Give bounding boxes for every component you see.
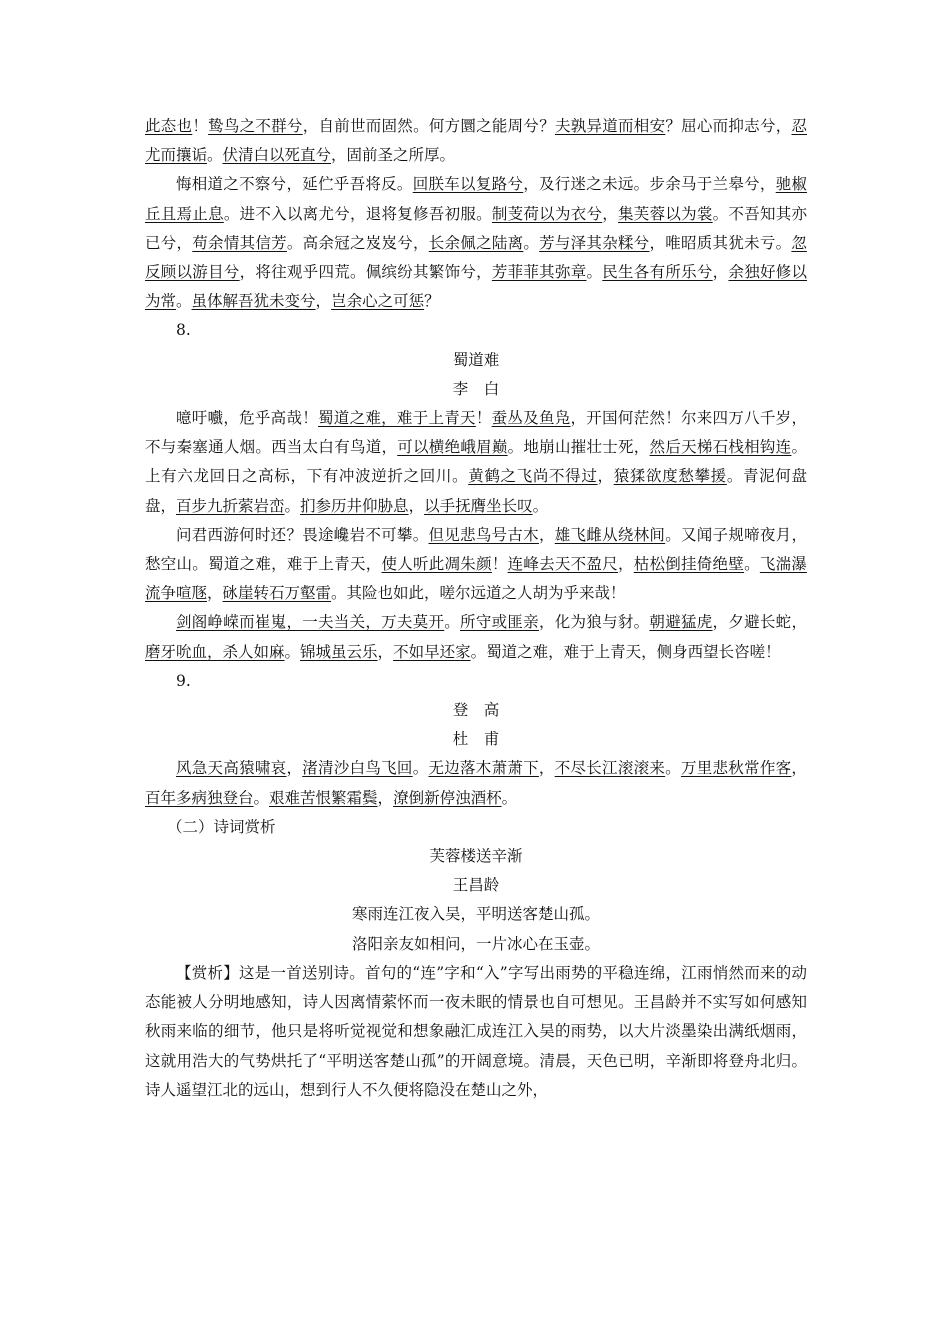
text-run: 噫吁嚱，危乎高哉！ — [176, 409, 319, 428]
lisao-paragraph-1 — [145, 112, 807, 170]
underlined-phrase: 伏清白以死直兮 — [222, 146, 332, 165]
underlined-phrase: 长余佩之陆离 — [428, 233, 524, 252]
underlined-phrase: 潦倒新停浊酒杯 — [393, 788, 502, 807]
underlined-phrase: 回朕车以复路兮 — [412, 175, 524, 194]
underlined-phrase: 以手抚膺坐长叹 — [424, 496, 533, 515]
underlined-phrase: 连峰去天不盈尺 — [507, 555, 618, 574]
text-run: ， — [712, 263, 729, 282]
text-run: 问君西游何时还？畏途巉岩不可攀。 — [176, 525, 429, 544]
underlined-phrase: 万里悲秋常作客 — [680, 759, 792, 778]
poem-title-denggao: 登 高 — [452, 701, 500, 720]
underlined-phrase: 飞湍瀑流争喧豗 — [145, 555, 807, 603]
lisao-paragraph-2 — [145, 170, 807, 316]
text-run: ， — [315, 292, 332, 311]
text-run: 。上有六龙回日之高标，下有冲波逆折之回川。 — [145, 438, 807, 486]
text-run: ？ — [424, 292, 440, 311]
text-run: 。 — [284, 496, 301, 515]
text-run: 。又闻子规啼夜月，愁空山。蜀道之难，难于上青天， — [145, 525, 807, 574]
shudaonan-paragraph-2 — [145, 521, 807, 609]
underlined-phrase: 朝避猛虎 — [649, 613, 713, 632]
underlined-phrase: 此态也 — [145, 117, 193, 135]
text-run: ， — [377, 642, 394, 661]
text-run: 。 — [501, 788, 518, 807]
underlined-phrase: 无边落木萧萧下 — [428, 759, 539, 778]
poem-line-2: 洛阳亲友如相问，一片冰心在玉壶。 — [351, 934, 600, 953]
text-run: 悔相道之不察兮，延伫乎吾将反。 — [176, 175, 413, 194]
poem-line-1: 寒雨连江夜入吴，平明送客楚山孤。 — [351, 905, 600, 924]
text-run: ，化为狼与豺。 — [538, 613, 650, 632]
text-run: ， — [286, 759, 303, 778]
text-run: 。 — [207, 146, 223, 165]
underlined-phrase: 然后天梯石栈相钩连 — [649, 438, 792, 457]
underlined-phrase: 忽反顾以游目兮 — [145, 233, 807, 282]
underlined-phrase: 余独好修以为常 — [145, 263, 807, 311]
poem-title-shudaonan: 蜀道难 — [452, 350, 500, 369]
text-run: ？屈心而抑志兮， — [665, 117, 792, 135]
underlined-phrase: 岂余心之可惩 — [331, 292, 425, 311]
text-run: ，开国何茫然！尔来四万八千岁，不与秦塞通人烟。西当太白有鸟道， — [145, 409, 807, 457]
underlined-phrase: 剑阁峥嵘而崔嵬，一夫当关，万夫莫开 — [176, 613, 445, 632]
underlined-phrase: 民生各有所乐兮 — [602, 263, 713, 282]
analysis-text: 这是一首送别诗。首句的“连”字和“入”字写出雨势的平稳连绵，江雨悄然而来的动态能被人分明地感知，诗人因离情萦怀而一夜未眠的情景也自可想见。王昌龄并不实写如何感知秋雨来临的细节，他只是将听觉视觉和想象融汇成连江入吴的雨势，以大片淡墨染出满纸烟雨，这就用浩大的气势烘托了“平明送客楚山孤”的开阔意境。清晨，天色已明，辛渐即将登舟北归。诗人遥望江北的远山，想到行人不久便将隐没在楚山之外， — [145, 963, 807, 1099]
analysis-paragraph — [145, 959, 807, 1105]
text-run: ！ — [475, 409, 492, 428]
text-run: ，夕避长蛇， — [712, 613, 807, 632]
underlined-phrase: 芳与泽其杂糅兮 — [539, 233, 650, 252]
underlined-phrase: 忍尤而攘诟 — [145, 117, 807, 165]
text-run: ！ — [192, 117, 209, 135]
text-run: 。蜀道之难，难于上青天，侧身西望长咨嗟！ — [470, 642, 781, 661]
underlined-phrase: 但见悲鸟号古木 — [428, 525, 539, 544]
underlined-phrase: 扪参历井仰胁息 — [300, 496, 409, 515]
poem-author-dufu: 杜 甫 — [452, 730, 500, 749]
underlined-phrase: 使人听此凋朱颜 — [381, 555, 492, 574]
text-run: ， — [207, 584, 223, 603]
underlined-phrase: 可以横绝峨眉巅 — [397, 438, 508, 457]
text-run: ， — [597, 467, 614, 486]
text-run: 。 — [176, 292, 192, 311]
underlined-phrase: 磨牙吮血，杀人如麻 — [145, 642, 285, 661]
underlined-phrase: 芳菲菲其弥章 — [491, 263, 587, 282]
poem-author-libai: 李 白 — [452, 379, 500, 398]
text-run: 。 — [284, 642, 301, 661]
underlined-phrase: 集芙蓉以为裳 — [618, 204, 713, 223]
text-run: ，及行迷之未远。步余马于兰皋兮， — [523, 175, 776, 194]
underlined-phrase: 风急天高猿啸哀 — [176, 759, 287, 778]
underlined-phrase: 不尽长江滚滚来 — [554, 759, 666, 778]
section-heading-appreciation: （二）诗词赏析 — [167, 817, 276, 836]
underlined-phrase: 猿猱欲度愁攀援 — [613, 467, 727, 486]
section-number-8: 8. — [176, 321, 191, 340]
text-run: 。 — [586, 263, 603, 282]
underlined-phrase: 百步九折萦岩峦 — [176, 496, 285, 515]
text-run: ， — [377, 788, 394, 807]
text-run: 。不吾知其亦已兮， — [145, 204, 807, 252]
text-run: 。 — [444, 613, 461, 632]
text-run: 。进不入以离尤兮，退将复修吾初服。 — [223, 204, 492, 223]
underlined-phrase: 渚清沙白鸟飞回 — [302, 759, 413, 778]
text-run: ， — [791, 759, 807, 778]
underlined-phrase: 鸷鸟之不群兮 — [208, 117, 303, 135]
poem-title-furonglou: 芙蓉楼送辛渐 — [429, 847, 523, 866]
document-page — [145, 112, 807, 1105]
text-run: ，将往观乎四荒。佩缤纷其繁饰兮， — [239, 263, 492, 282]
text-run: ， — [602, 204, 619, 223]
underlined-phrase: 苟余情其信芳 — [192, 233, 287, 252]
shudaonan-paragraph-1 — [145, 404, 807, 521]
text-run: 。地崩山摧壮士死， — [507, 438, 650, 457]
text-run: 。 — [665, 759, 681, 778]
underlined-phrase: 所守或匪亲 — [460, 613, 539, 632]
text-run: ，固前圣之所厚。 — [331, 146, 456, 165]
underlined-phrase: 砯崖转石万壑雷 — [222, 584, 332, 603]
underlined-phrase: 百年多病独登台 — [145, 788, 254, 807]
text-run: 。 — [532, 496, 549, 515]
underlined-phrase: 枯松倒挂倚绝壁 — [633, 555, 745, 574]
underlined-phrase: 夫孰异道而相安 — [554, 117, 666, 135]
text-run: ，自前世而固然。何方圜之能周兮？ — [302, 117, 555, 135]
underlined-phrase: 不如早还家 — [393, 642, 471, 661]
underlined-phrase: 雄飞雌从绕林间 — [554, 525, 666, 544]
underlined-phrase: 蜀道之难，难于上青天 — [318, 409, 476, 428]
shudaonan-paragraph-3 — [145, 608, 807, 666]
underlined-phrase: 艰难苦恨繁霜鬓 — [269, 788, 378, 807]
text-run: 。 — [523, 233, 540, 252]
poem-author-wangchangling: 王昌龄 — [452, 876, 500, 895]
text-run: ， — [408, 496, 425, 515]
text-run: 。青泥何盘盘， — [145, 467, 807, 515]
text-run: ， — [617, 555, 634, 574]
underlined-phrase: 驰椒丘且焉止息 — [145, 175, 807, 223]
text-run: ！ — [491, 555, 508, 574]
underlined-phrase: 虽体解吾犹未变兮 — [191, 292, 316, 311]
section-number-9: 9. — [176, 671, 191, 690]
text-run: 。 — [253, 788, 270, 807]
text-run: ， — [538, 525, 555, 544]
denggao-paragraph — [145, 754, 807, 812]
text-run: 。 — [744, 555, 760, 574]
underlined-phrase: 黄鹤之飞尚不得过 — [468, 467, 598, 486]
underlined-phrase: 锦城虽云乐 — [300, 642, 378, 661]
text-run: 。 — [412, 759, 429, 778]
analysis-label: 【赏析】 — [176, 963, 240, 982]
underlined-phrase: 蚕丛及鱼凫 — [491, 409, 571, 428]
text-run: 。高余冠之岌岌兮， — [286, 233, 429, 252]
underlined-phrase: 制芰荷以为衣兮 — [491, 204, 603, 223]
text-run: ，唯昭质其犹未亏。 — [649, 233, 792, 252]
text-run: ， — [538, 759, 555, 778]
text-run: 。其险也如此，嗟尔远道之人胡为乎来哉！ — [331, 584, 626, 603]
